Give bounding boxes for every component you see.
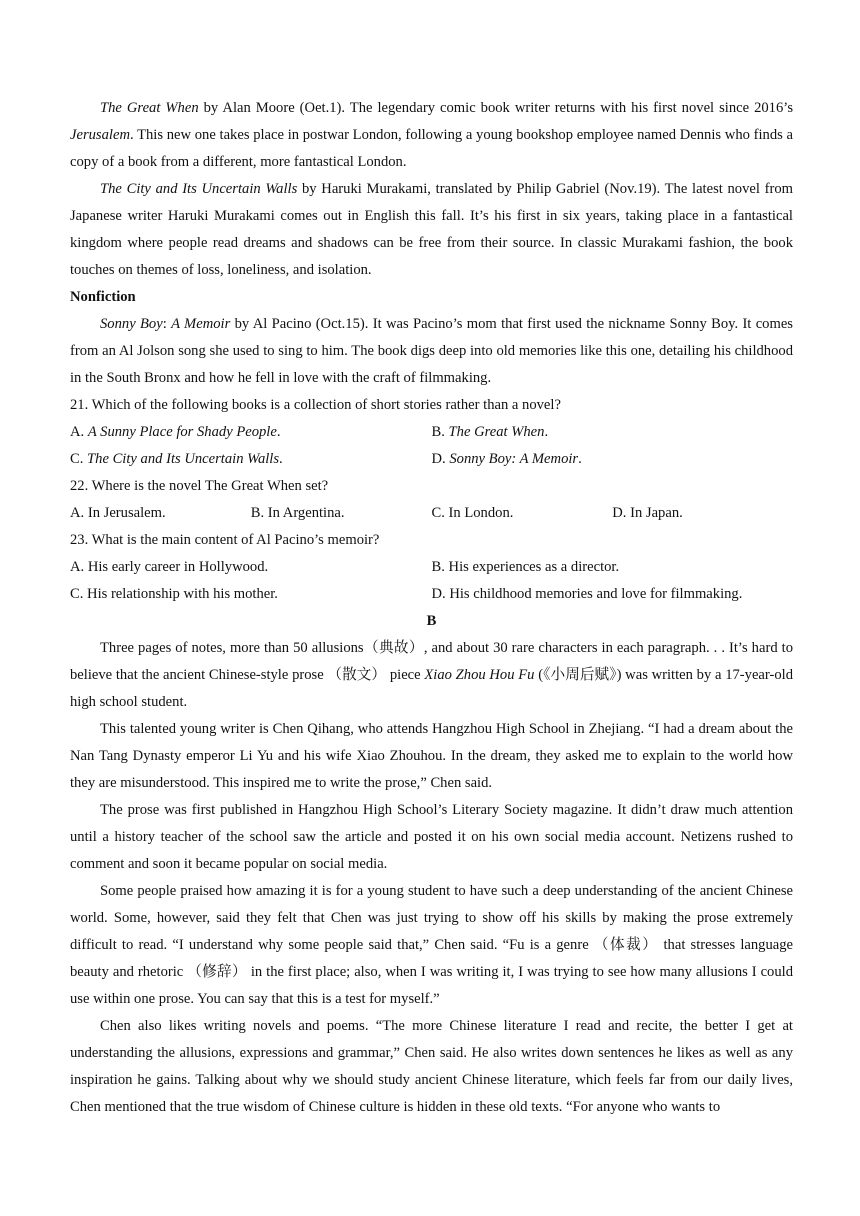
prose-title: Xiao Zhou Hou Fu <box>424 667 535 683</box>
option-c: C. The City and Its Uncertain Walls. <box>70 451 283 467</box>
book-title: The Great When <box>100 100 199 116</box>
paragraph-text: (《小周后赋》) was written by a 17-year-old high school student. <box>70 667 793 710</box>
question-23-options-row1 <box>70 554 793 581</box>
question-22: 22. Where is the novel The Great When set? <box>70 478 329 494</box>
paragraph-great-when <box>70 95 793 176</box>
book-title: Jerusalem <box>70 127 130 143</box>
option-c: C. His relationship with his mother. <box>70 586 278 602</box>
paragraph-b4: Some people praised how amazing it is for a young student to have such a deep understanding of the ancient Chinese world. Some, however, said they felt that Chen was just trying to show off his skills by making the prose extremely difficult to read. “I understand why some people said that,” Chen said. “Fu is a genre （体裁） that stresses language beauty and rhetoric （修辞） in the first place; also, when I was writing it, I was trying to see how many allusions I could use within one prose. You can say that this is a test for myself.” <box>70 883 793 1007</box>
paragraph-text: by Alan Moore (Oet.1). The legendary comic book writer returns with his first novel since 2016’s <box>198 100 794 116</box>
question-23-options-row2 <box>70 581 793 608</box>
option-d: D. In Japan. <box>612 505 683 521</box>
option-c: C. In London. <box>431 505 514 521</box>
option-d: D. Sonny Boy: A Memoir. <box>431 451 582 467</box>
paragraph-text: : <box>162 316 172 332</box>
paragraph-city-walls <box>70 176 793 284</box>
question-21-options-row2 <box>70 446 793 473</box>
question-22-options <box>70 500 793 527</box>
paragraph-b2: This talented young writer is Chen Qihang, who attends Hangzhou High School in Zhejiang. “I had a dream about the Nan Tang Dynasty emperor Li Yu and his wife Xiao Zhouhou. In the dream, they asked me to explain to the world how they are misunderstood. This inspired me to write the prose,” Chen said. <box>70 721 793 791</box>
option-a: A. A Sunny Place for Shady People. <box>70 424 281 440</box>
option-a: A. His early career in Hollywood. <box>70 559 269 575</box>
paragraph-text: Three pages of notes, more than 50 allusions（典故）, and about 30 rare characters in each paragraph. . . It’s hard to believe that the ancient Chinese-style prose （散文） piece <box>70 640 793 683</box>
book-title: The City and Its Uncertain Walls <box>100 181 298 197</box>
option-b: B. In Argentina. <box>250 505 345 521</box>
book-title: Sonny Boy <box>100 316 163 332</box>
paragraph-text: . This new one takes place in postwar London, following a young bookshop employee named Dennis who finds a copy of a book from a different, more fantastical London. <box>70 127 793 170</box>
option-b: B. The Great When. <box>431 424 549 440</box>
option-b: B. His experiences as a director. <box>431 559 620 575</box>
option-d: D. His childhood memories and love for filmmaking. <box>431 586 743 602</box>
question-23: 23. What is the main content of Al Pacino’s memoir? <box>70 532 380 548</box>
option-a: A. In Jerusalem. <box>70 505 166 521</box>
paragraph-text: by Al Pacino (Oct.15). It was Pacino’s mom that first used the nickname Sonny Boy. It comes from an Al Jolson song she used to sing to him. The book digs deep into old memories like this one, detailing his childhood in the South Bronx and how he fell in love with the craft of filmmaking. <box>70 316 793 386</box>
section-heading-nonfiction: Nonfiction <box>70 289 136 305</box>
paragraph-b3: The prose was first published in Hangzhou High School’s Literary Society magazine. It didn’t draw much attention until a history teacher of the school saw the article and posted it on his own social media account. Netizens rushed to comment and soon it became popular on social media. <box>70 802 793 872</box>
paragraph-b5: Chen also likes writing novels and poems. “The more Chinese literature I read and recite, the better I get at understanding the allusions, expressions and grammar,” Chen said. He also writes down sentences he likes as well as any inspiration he gains. Talking about why we should study ancient Chinese literature, which feels far from our daily lives, Chen mentioned that the true wisdom of Chinese culture is hidden in these old texts. “For anyone who wants to <box>70 1018 793 1115</box>
document-content <box>70 95 793 1121</box>
question-21-options-row1 <box>70 419 793 446</box>
book-title: A Memoir <box>171 316 231 332</box>
paragraph-sonny-boy <box>70 311 793 392</box>
paragraph-text: by Haruki Murakami, translated by Philip Gabriel (Nov.19). The latest novel from Japanese writer Haruki Murakami comes out in English this fall. It’s his first in six years, taking place in a fantastical kingdom where people read dreams and shadows can be free from their source. In classic Murakami fashion, the book touches on themes of loss, loneliness, and isolation. <box>70 181 794 278</box>
question-21: 21. Which of the following books is a collection of short stories rather than a novel? <box>70 397 561 413</box>
paragraph-b1 <box>70 635 793 716</box>
section-label-b: B <box>426 613 437 629</box>
